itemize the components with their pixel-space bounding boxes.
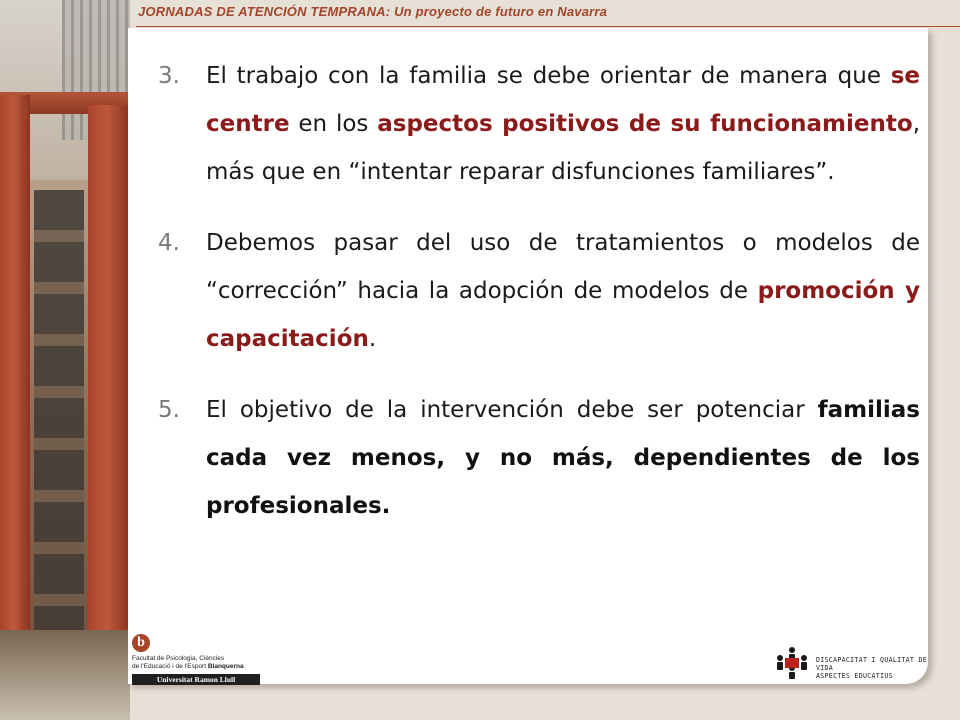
- list-item-number: 5.: [158, 397, 180, 423]
- highlight-text: familias cada vez menos, y no más, dependientes de los profesionales.: [206, 397, 920, 519]
- list-item: [158, 386, 920, 530]
- numbered-list: [158, 52, 920, 553]
- list-item: [158, 219, 920, 363]
- building-photo: [0, 0, 130, 720]
- list-item-text: El trabajo con la familia se debe orientar de manera que se centre en los aspectos positivos de su funcionamiento, más que en “intentar reparar disfunciones familiares”.: [206, 63, 920, 185]
- highlight-text: promoción y capacitación: [206, 278, 920, 352]
- list-item-text: Debemos pasar del uso de tratamientos o modelos de “corrección” hacia la adopción de modelos de promoción y capacitación.: [206, 230, 920, 352]
- list-item-number: 4.: [158, 230, 180, 256]
- header-divider: [136, 26, 960, 27]
- highlight-text: se centre: [206, 63, 920, 137]
- blanquerna-b-icon: b: [132, 634, 150, 652]
- highlight-text: aspectos positivos de su funcionamiento: [377, 111, 913, 137]
- university-name: Universitat Ramon Llull: [132, 674, 260, 685]
- list-item-text: El objetivo de la intervención debe ser potenciar familias cada vez menos, y no más, dependientes de los profesionales.: [206, 397, 920, 519]
- list-item-number: 3.: [158, 63, 180, 89]
- list-item: [158, 52, 920, 196]
- slide-header-title: JORNADAS DE ATENCIÓN TEMPRANA: Un proyecto de futuro en Navarra: [138, 4, 608, 19]
- discapacitat-text: DISCAPACITAT I QUALITAT DE VIDA ASPECTES EDUCATIUS: [816, 656, 928, 680]
- faculty-name: Facultat de Psicologia, Ciències de l'Educació i de l'Esport Blanquerna: [132, 655, 244, 670]
- discapacitat-logo: [772, 644, 932, 680]
- people-group-icon: [772, 644, 812, 680]
- faculty-logo: [132, 634, 262, 685]
